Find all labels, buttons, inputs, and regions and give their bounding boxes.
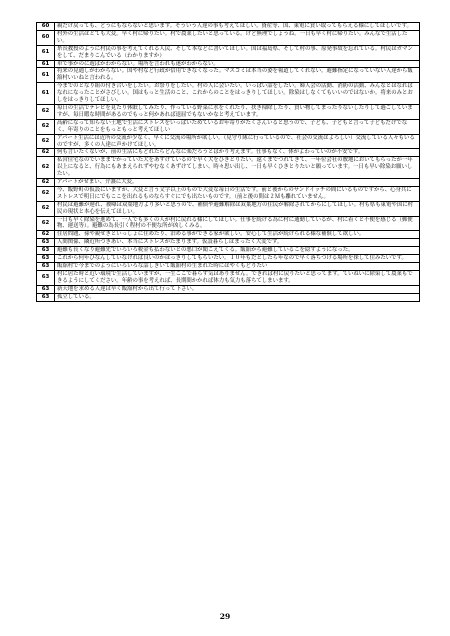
row-number: 61: [37, 45, 55, 60]
row-comment: 飯舘村で今までのようにいろいろな話しきいて飯舘村の生まれた時にはやくもどりたい: [55, 263, 420, 271]
table-row: [37, 23, 420, 31]
row-comment: 一日も早く除染を進めて、一人でも多くの人が村に戻れる様にしてほしい。仕事を続ける為に村に通勤しているが、村に着くと不便を感じる（郵便物、運送等）。避難の為長引く程村の不便な所が凶しくみる。: [55, 216, 420, 231]
row-number: 63: [37, 285, 55, 293]
row-number: 62: [37, 134, 55, 149]
row-number: 63: [37, 270, 55, 285]
row-comment: 毎日の生活でテレビを見たり休眠してみたり、作っている野菜に水をくれたり、扶き掃除したり、買い物してまったりないしたりして過ごしていますが、毎日暇な時間があるのでもっと何かあれば退屈でもないかなと考えています。: [55, 104, 420, 119]
table-row: [37, 119, 420, 134]
row-number: 63: [37, 239, 55, 247]
table-row: [37, 285, 420, 293]
row-comment: アパートがせまい、介護に大変。: [55, 179, 420, 187]
table-row: [37, 231, 420, 239]
table-row: [37, 263, 420, 271]
row-number: 62: [37, 231, 55, 239]
row-number: 60: [37, 30, 55, 45]
row-number: 62: [37, 104, 55, 119]
row-comment: アパート生活には近所の交流が少なく、早くに交流の場所が欲しい。（見守り隊に行っているので、社会の交流はよろしい）交流している人々もいるのですが、多くの人達に声かけてほしい。: [55, 134, 420, 149]
row-comment: 村民は避難が遅れ、被曝は双葉地方より多いと思うので、補償や避難解除は双葉地方の住民が解除されてからにしてほしい。村も県も東電や国に村民の現状と本心を伝えてほしい。: [55, 201, 420, 216]
table-row: [37, 68, 420, 83]
table-row: [37, 104, 420, 119]
survey-table-body: [37, 23, 420, 302]
row-comment: 親だけ戻っても、どうにもならないと思います。そういう人達の事も考えてほしい。資産等、国、東電に買い取ってもらえる様にしてほしいです。: [55, 23, 420, 31]
row-comment: 村に居た時と近い環境で生活していますが、一生ここで暮らす気はありません。できれば村に戻りたいと思ってます。ていねいに除染して農業もできるようにしてください。年齢の事を考えれば、長期間かかれば体力も気力も落ちてしまいます。: [55, 270, 420, 285]
row-comment: 新天地を求める人達は早く飯舘村から出て行って下さい。: [55, 285, 420, 293]
row-comment: 人間関係、隣近所つきあい、本当にストレスがたまります。仮設暮らしはまったく大変です。: [55, 239, 420, 247]
table-row: [37, 270, 420, 285]
row-number: 63: [37, 263, 55, 271]
table-row: [37, 247, 420, 255]
table-row: [37, 30, 420, 45]
row-comment: これから何年ひなんしていなければ良いのかはっきりしてもらいたい。１０年もだとしたら年なので早く落ちつける場所を探して住みたいです。: [55, 255, 420, 263]
row-comment: 何も言いたくないが、前の生活にもどれたらどんなに楽だろうとばかり考えます。仕事もなく、体がよわっていのが不安です。: [55, 149, 420, 157]
row-comment: 車で事かのに遊ばかわからない。場所を言われも迷がわからない。: [55, 60, 420, 68]
row-comment: 村外の生活はとても大変。早く村に帰りたい。村で農業したいと思っている。けど無理でしょうね。一日も早く村に帰りたい。みんなで生活したい。: [55, 30, 420, 45]
row-number: 62: [37, 186, 55, 201]
table-row: [37, 149, 420, 157]
row-comment: 私営住宅なのでいままでかっていた犬をあずけているので早く犬をひきとりたい。遠くまでつれてきて、一年位会社の敷地においてもらったが一年以上になると、行為にもあまえられずやむなくあずけてしまい、時々思い出し、一日も早くひきとりたいと願っています。一日も早い除染お願いしたい。: [55, 157, 420, 179]
row-comment: 孤立している。: [55, 293, 420, 301]
row-comment: 避難も長くなり避難先でいろいろ税金も払わないとの悪口が聞こえてくる。飯舘から避難しているこを隠すようになった。: [55, 247, 420, 255]
table-row: [37, 83, 420, 105]
row-comment: 高齢になって知らない土地で生活にストレスをいっぱいためているお年寄りがたくさんいると思うので、子ども、子どもと言って子どもだけでなく、年寄りのことをもっともっと考えてほしい: [55, 119, 420, 134]
row-comment: 糸長教授のように村民の事を考えてくれる人民、そして本などに書いてほしい。国は福島県、そして村の事、原発事故を忘れている。村民はガマンをして、だまりこんでいる（わかりますか）: [55, 45, 420, 60]
table-row: [37, 157, 420, 179]
table-row: [37, 255, 420, 263]
row-number: 62: [37, 119, 55, 134]
table-row: [37, 179, 420, 187]
row-number: 63: [37, 293, 55, 301]
row-comment: 将来の見通しがわからない。国や村など行政が信用できなくなった。マスコミは本当の姿を報道してくれない。避難指定になっていない人達から飯舘村いいねと言われる。: [55, 68, 420, 83]
table-row: [37, 201, 420, 216]
page-number: 29: [219, 612, 231, 621]
table-row: [37, 216, 420, 231]
survey-table: [36, 22, 420, 302]
row-number: 62: [37, 157, 55, 179]
row-comment: 今までのとなり組の付き合いをしたい。お祭りをしたい。村の人に会いたい。いっぱい話をしたい。婦人会の活動、消防の活動、みんなとはなればなれになったことがさびしい。国はもっと生活のこと、これからのことをはっきりしてほしい。除染はしなくてもいいのではないか。将来のみとおしをはっきりしてほしい。: [55, 83, 420, 105]
table-row: [37, 186, 420, 201]
table-row: [37, 239, 420, 247]
table-row: [37, 134, 420, 149]
table-row: [37, 60, 420, 68]
row-number: 62: [37, 216, 55, 231]
row-number: 62: [37, 149, 55, 157]
row-number: 61: [37, 83, 55, 105]
row-number: 63: [37, 255, 55, 263]
table-row: [37, 293, 420, 301]
row-comment: 今、飯野町の仮設にいますが、大変と言う文字以上のもので大変な毎日の生活です。前と後からのサンドイッチの間にいるものですから、心身共にストレスで明日にでもここを出れるものならすぐにでも出たいものです。（前と後の間は２Ｍも離れていません。: [55, 186, 420, 201]
table-row: [37, 45, 420, 60]
row-comment: 住居問題、孫や親せきといっしょに住めたり、泊める事ができる家が欲しい。安心して生活が続けられる様な補償して欲しい。: [55, 231, 420, 239]
row-number: 61: [37, 68, 55, 83]
row-number: 63: [37, 247, 55, 255]
row-number: 60: [37, 23, 55, 31]
row-number: 61: [37, 60, 55, 68]
row-number: 62: [37, 201, 55, 216]
row-number: 62: [37, 179, 55, 187]
